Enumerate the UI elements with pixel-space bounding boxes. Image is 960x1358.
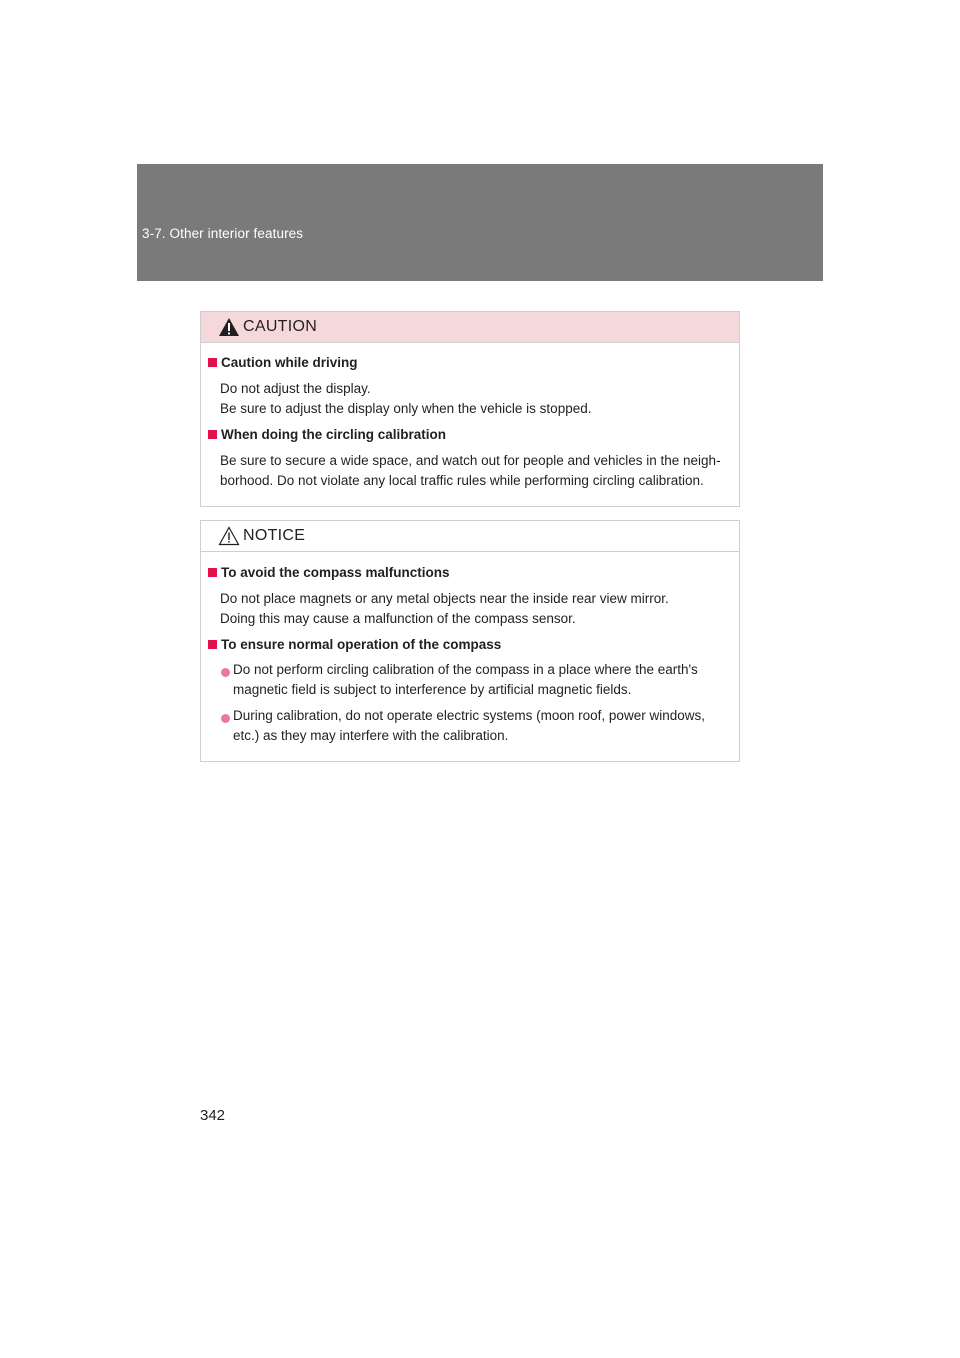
caution-body-line: Do not adjust the display.: [220, 381, 371, 396]
square-bullet-icon: [208, 430, 217, 439]
notice-bullet-line: During calibration, do not operate electric systems (moon roof, power windows,: [233, 708, 705, 723]
notice-body-line: Do not place magnets or any metal objects near the inside rear view mirror.: [220, 591, 669, 606]
notice-item-title: To ensure normal operation of the compass: [208, 637, 501, 652]
caution-label: CAUTION: [243, 318, 318, 335]
caution-body-line: borhood. Do not violate any local traffic rules while performing circling calibration.: [220, 473, 704, 488]
notice-bullet-line: Do not perform circling calibration of the compass in a place where the earth's: [233, 662, 698, 677]
caution-item-title: When doing the circling calibration: [208, 427, 446, 442]
caution-body-line: Be sure to secure a wide space, and watch out for people and vehicles in the neigh-: [220, 453, 721, 468]
notice-header: [201, 521, 739, 552]
header-band: [137, 164, 823, 281]
warning-icon: [218, 317, 240, 337]
page-number: 342: [200, 1107, 226, 1124]
caution-box: [200, 311, 740, 507]
caution-body-line: Be sure to adjust the display only when the vehicle is stopped.: [220, 401, 592, 416]
notice-bullet-line: etc.) as they may interfere with the calibration.: [233, 728, 509, 743]
caution-item-title: Caution while driving: [208, 355, 358, 370]
bullet-dot-icon: [221, 714, 230, 723]
section-title: 3-7. Other interior features: [142, 226, 304, 241]
square-bullet-icon: [208, 358, 217, 367]
notice-bullet-line: magnetic field is subject to interference by artificial magnetic fields.: [233, 682, 632, 697]
caution-header: [201, 312, 739, 343]
notice-box: [200, 520, 740, 762]
notice-label: NOTICE: [243, 527, 306, 544]
warning-outline-icon: [218, 526, 240, 546]
notice-body-line: Doing this may cause a malfunction of the compass sensor.: [220, 611, 576, 626]
square-bullet-icon: [208, 640, 217, 649]
notice-item-title: To avoid the compass malfunctions: [208, 565, 450, 580]
bullet-dot-icon: [221, 668, 230, 677]
square-bullet-icon: [208, 568, 217, 577]
